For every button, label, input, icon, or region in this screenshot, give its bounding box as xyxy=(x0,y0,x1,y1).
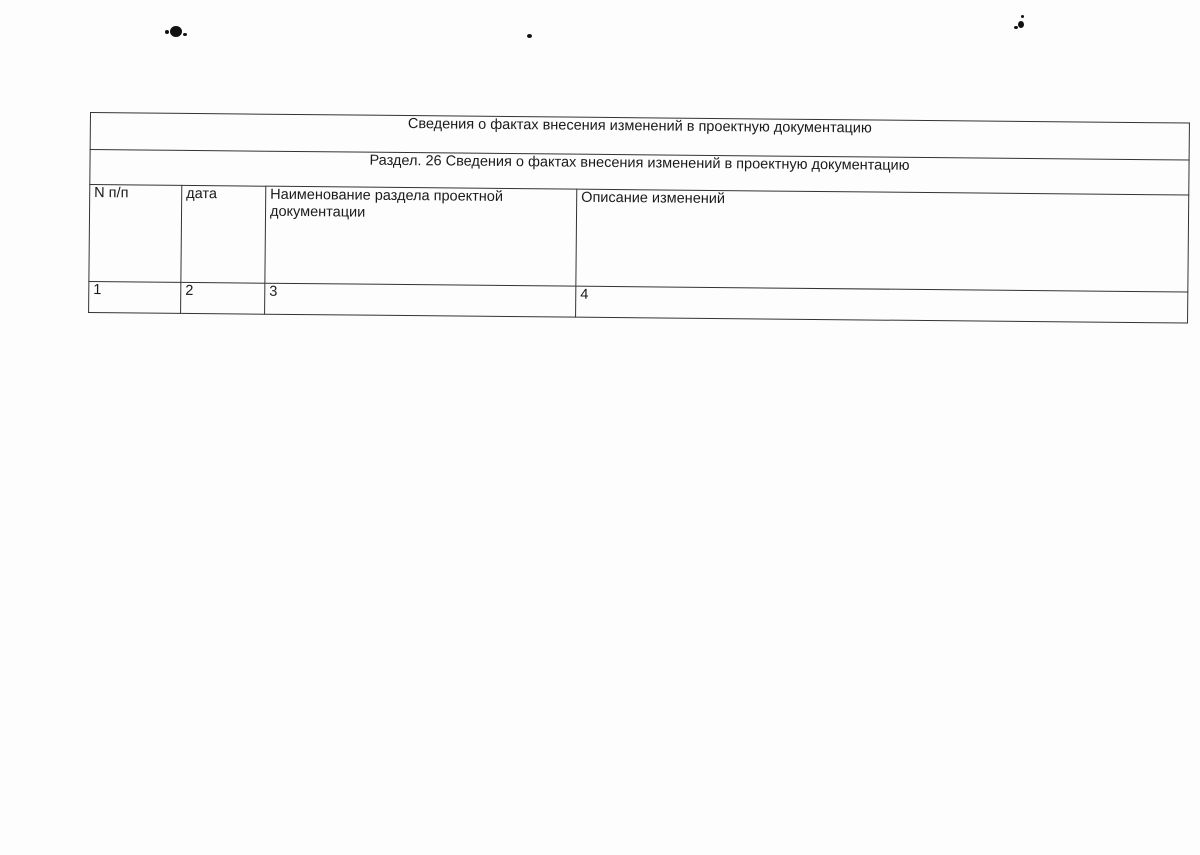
column-number-1: 1 xyxy=(89,281,181,313)
ink-speck xyxy=(165,30,169,34)
ink-speck xyxy=(183,33,187,36)
column-header-row xyxy=(89,185,1189,293)
column-header-section-name: Наименование раздела проектной документации xyxy=(265,186,577,286)
column-header-description: Описание изменений xyxy=(576,189,1189,292)
column-number-3: 3 xyxy=(265,283,576,317)
changes-table xyxy=(88,112,1190,324)
ink-speck xyxy=(527,34,532,38)
ink-speck xyxy=(1021,15,1024,18)
changes-table-container xyxy=(88,112,1190,324)
column-header-date: дата xyxy=(181,185,266,283)
column-number-2: 2 xyxy=(181,282,265,314)
ink-speck xyxy=(1014,26,1018,29)
ink-speck xyxy=(1018,21,1024,28)
ink-speck xyxy=(170,26,182,37)
section-title: Раздел. 26 Сведения о фактах внесения изменений в проектную документацию xyxy=(90,150,1189,196)
column-number-4: 4 xyxy=(576,286,1188,323)
table-title: Сведения о фактах внесения изменений в проектную документацию xyxy=(90,113,1189,161)
column-header-number: N п/п xyxy=(89,185,182,283)
